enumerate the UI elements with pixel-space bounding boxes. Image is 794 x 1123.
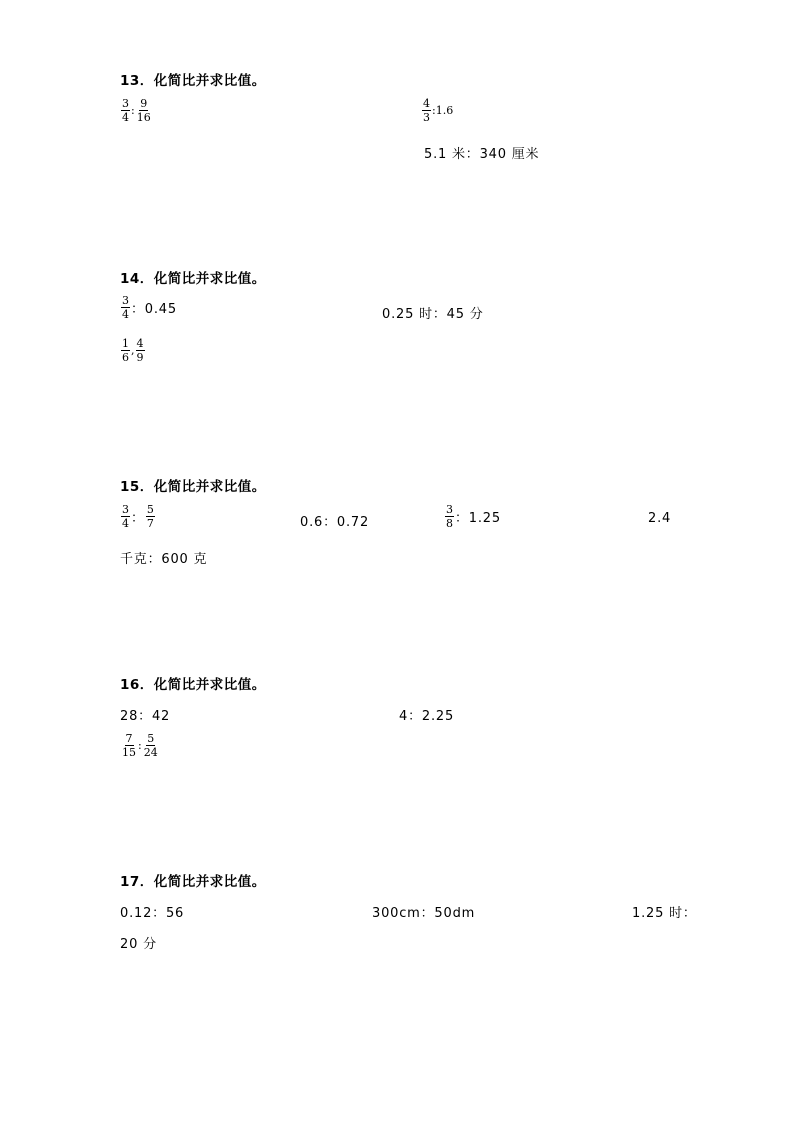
fraction: $\frac{9}{16}$ [136, 97, 151, 124]
fraction: $\frac{3}{4}$ [122, 294, 129, 321]
q16-expression-c: $\frac{7}{15}$ : $\frac{5}{24}$ [122, 732, 158, 759]
q14-expression-a: $\frac{3}{4}$ ：0.45 [122, 294, 177, 321]
fraction: $\frac{3}{4}$ [122, 97, 129, 124]
fraction: $\frac{7}{15}$ [122, 732, 136, 759]
q17-expression-a: 0.12：56 [120, 906, 185, 921]
q15-expression-d-part2: 千克：600 克 [120, 552, 208, 567]
q15-expression-a: $\frac{3}{4}$ ： $\frac{5}{7}$ [122, 503, 154, 530]
fraction: $\frac{3}{8}$ [446, 503, 453, 530]
q16-expression-b: 4：2.25 [399, 709, 455, 724]
q15-expression-d-part1: 2.4 [648, 511, 672, 526]
question-15-title: 15．化简比并求比值。 [120, 479, 266, 495]
q13-expression-b: $\frac{4}{3}$ :1.6 [423, 97, 454, 124]
fraction: $\frac{5}{7}$ [146, 503, 154, 530]
fraction: $\frac{3}{4}$ [122, 503, 129, 530]
fraction: $\frac{4}{9}$ [136, 337, 144, 364]
q13-expression-c: 5.1 米：340 厘米 [424, 147, 540, 162]
question-13-title: 13．化简比并求比值。 [120, 73, 266, 89]
q15-expression-b: 0.6：0.72 [300, 515, 370, 530]
fraction: $\frac{5}{24}$ [143, 732, 158, 759]
q17-expression-c-part1: 1.25 时： [632, 906, 697, 921]
fraction: $\frac{4}{3}$ [423, 97, 430, 124]
question-16-title: 16．化简比并求比值。 [120, 677, 266, 693]
fraction: $\frac{1}{6}$ [122, 337, 129, 364]
question-17-title: 17．化简比并求比值。 [120, 874, 266, 890]
q17-expression-b: 300cm：50dm [372, 906, 476, 921]
q14-expression-c: $\frac{1}{6}$ , $\frac{4}{9}$ [122, 337, 144, 364]
q16-expression-a: 28：42 [120, 709, 171, 724]
q13-expression-a: $\frac{3}{4}$ : $\frac{9}{16}$ [122, 97, 151, 124]
q14-expression-b: 0.25 时：45 分 [382, 307, 484, 322]
q17-expression-c-part2: 20 分 [120, 937, 157, 952]
q15-expression-c: $\frac{3}{8}$ ：1.25 [446, 503, 501, 530]
question-14-title: 14．化简比并求比值。 [120, 271, 266, 287]
